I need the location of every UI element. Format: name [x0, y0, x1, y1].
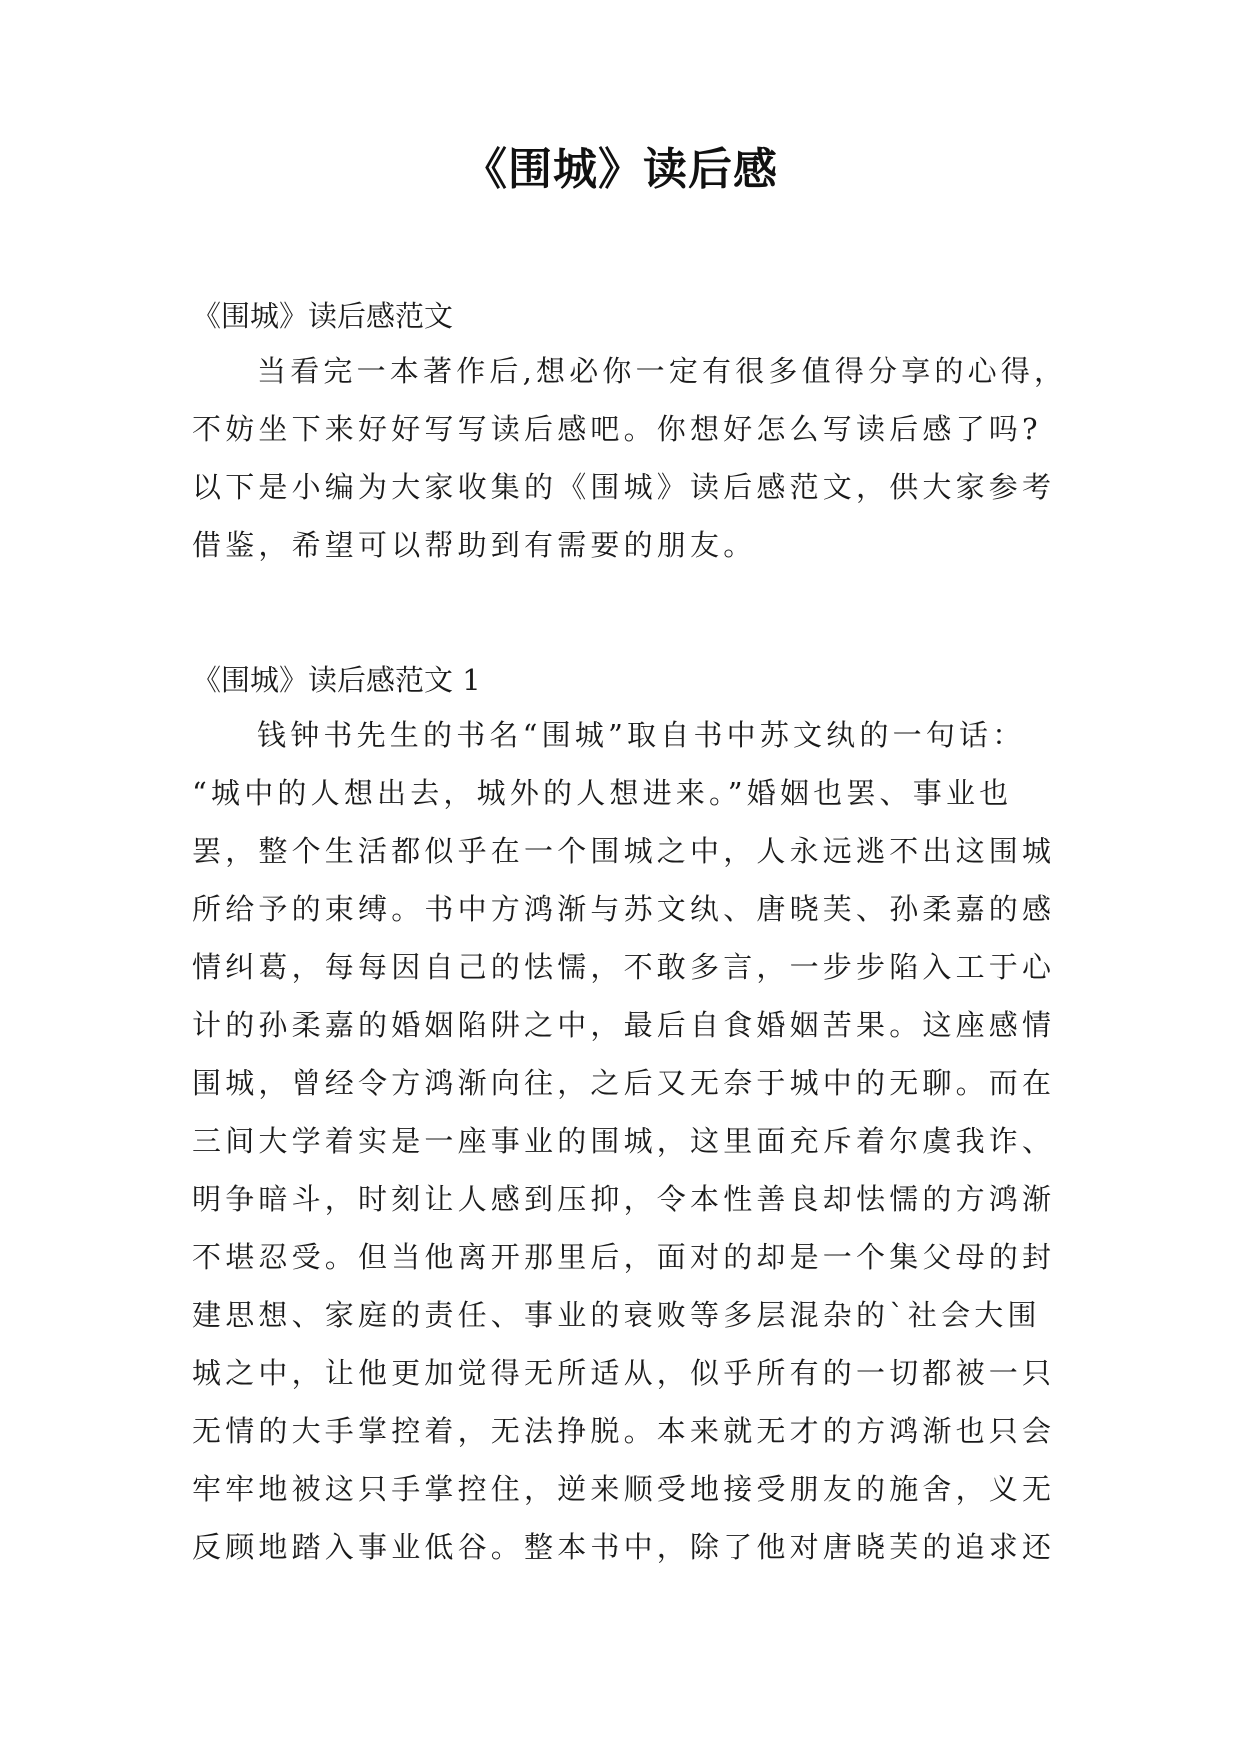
paragraph-line: “城中的人想出去，城外的人想进来。”婚姻也罢、事业也	[192, 776, 1013, 810]
paragraph-line: 不妨坐下来好好写写读后感吧。你想好怎么写读后感了吗?	[192, 412, 1042, 446]
intro-paragraph	[192, 342, 1068, 574]
paragraph-line: 借鉴，希望可以帮助到有需要的朋友。	[192, 528, 757, 562]
paragraph-line: 不堪忍受。但当他离开那里后，面对的却是一个集父母的封	[192, 1240, 1056, 1274]
paragraph-line: 建思想、家庭的责任、事业的衰败等多层混杂的`社会大围	[192, 1298, 1041, 1332]
paragraph-line: 三间大学着实是一座事业的围城，这里面充斥着尔虞我诈、	[192, 1124, 1056, 1158]
paragraph-line: 明争暗斗，时刻让人感到压抑，令本性善良却怯懦的方鸿渐	[192, 1182, 1056, 1216]
essay-1-paragraph	[192, 706, 1054, 1576]
paragraph-line: 围城，曾经令方鸿渐向往，之后又无奈于城中的无聊。而在	[192, 1066, 1056, 1100]
paragraph-line: 以下是小编为大家收集的《围城》读后感范文，供大家参考	[192, 470, 1056, 504]
paragraph-line: 无情的大手掌控着，无法挣脱。本来就无才的方鸿渐也只会	[192, 1414, 1056, 1448]
paragraph-line: 当看完一本著作后,想必你一定有很多值得分享的心得，	[257, 354, 1068, 388]
paragraph-line: 钱钟书先生的书名“围城”取自书中苏文纨的一句话：	[257, 718, 1026, 752]
document-title: 《围城》读后感	[463, 144, 778, 195]
paragraph-line: 反顾地踏入事业低谷。整本书中，除了他对唐晓芙的追求还	[192, 1530, 1056, 1564]
section-heading-essay-1: 《围城》读后感范文 1	[192, 663, 481, 697]
paragraph-line: 情纠葛，每每因自己的怯懦，不敢多言，一步步陷入工于心	[192, 950, 1056, 984]
paragraph-line: 城之中，让他更加觉得无所适从，似乎所有的一切都被一只	[192, 1356, 1056, 1390]
paragraph-line: 所给予的束缚。书中方鸿渐与苏文纨、唐晓芙、孙柔嘉的感	[192, 892, 1056, 926]
paragraph-gap	[192, 574, 1054, 654]
section-heading-sample-essays: 《围城》读后感范文	[192, 299, 454, 333]
paragraph-line: 牢牢地被这只手掌控住，逆来顺受地接受朋友的施舍，义无	[192, 1472, 1056, 1506]
paragraph-line: 罢，整个生活都似乎在一个围城之中，人永远逃不出这围城	[192, 834, 1056, 868]
document-body	[192, 290, 1068, 1576]
paragraph-line: 计的孙柔嘉的婚姻陷阱之中，最后自食婚姻苦果。这座感情	[192, 1008, 1056, 1042]
